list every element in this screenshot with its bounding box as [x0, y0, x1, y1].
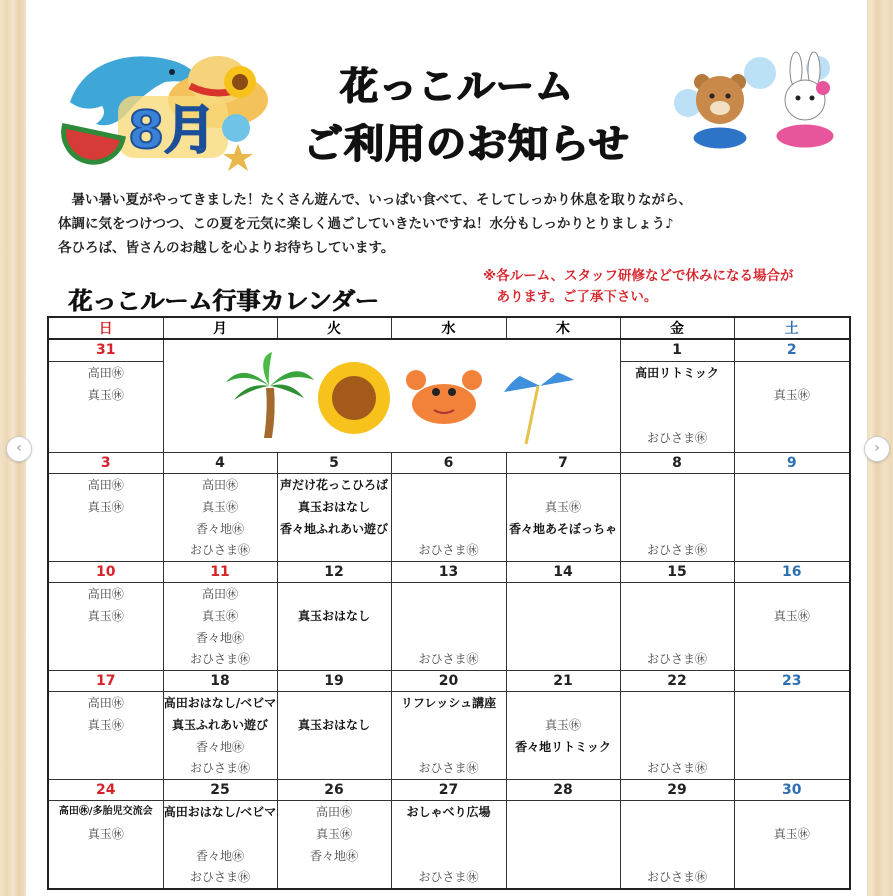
day-events-cell [620, 801, 734, 890]
event-item [735, 692, 850, 714]
date-number: 25 [163, 780, 277, 801]
event-item [735, 866, 850, 888]
weekday-header-row [48, 317, 850, 339]
day-events-cell [277, 692, 391, 780]
event-item [621, 823, 734, 845]
date-number: 26 [277, 780, 391, 801]
event-item: おひさま㊡ [646, 430, 707, 445]
event-item: おひさま㊡ [189, 652, 250, 666]
event-item [507, 583, 620, 605]
weekday-sun: 日 [48, 317, 163, 339]
day-events-cell [163, 692, 277, 780]
intro-line: 暑い暑い夏がやってきました！たくさん遊んで、いっぱい食べて、そしてしっかり休息を取りながら、 [58, 192, 692, 208]
event-item [49, 648, 163, 670]
event-item [392, 736, 506, 758]
event-item: 真玉㊡ [201, 609, 238, 623]
date-number: 22 [620, 671, 734, 692]
date-number: 24 [48, 780, 163, 801]
weekday-thu: 木 [506, 317, 620, 339]
day-events-cell [734, 583, 850, 671]
event-item [507, 757, 620, 779]
events-row [48, 583, 850, 671]
day-events-cell [734, 801, 850, 890]
date-number: 5 [277, 453, 391, 474]
day-events-cell [277, 474, 391, 562]
date-number: 3 [48, 453, 163, 474]
event-item [621, 384, 734, 406]
day-events-cell [506, 474, 620, 562]
summer-decoration-cell [163, 339, 620, 453]
event-item [278, 736, 391, 758]
day-events-cell [163, 474, 277, 562]
date-number: 9 [734, 453, 850, 474]
date-row [48, 780, 850, 801]
day-events-cell [163, 583, 277, 671]
event-item: 真玉おはなし [297, 500, 370, 514]
date-number: 16 [734, 562, 850, 583]
watermelon-icon [60, 126, 123, 168]
event-item [392, 605, 506, 627]
event-item [49, 427, 163, 449]
event-item [49, 866, 163, 888]
event-item: 真玉㊡ [315, 827, 352, 841]
bear-icon [692, 74, 748, 150]
event-item: 真玉㊡ [773, 609, 810, 623]
event-item [735, 736, 850, 758]
day-events-cell [734, 474, 850, 562]
month-badge: 8月 [128, 101, 217, 161]
date-row [48, 562, 850, 583]
day-events-cell [734, 692, 850, 780]
palm-tree-icon [226, 352, 314, 438]
event-item [507, 845, 620, 867]
event-calendar [47, 316, 851, 890]
event-item: 香々地㊡ [195, 522, 244, 536]
event-item [507, 605, 620, 627]
day-events-cell [620, 361, 734, 452]
notice-line: ※各ルーム、スタッフ研修などで休みになる場合が [483, 268, 794, 284]
event-item: 高田おはなし/ベビマ [163, 805, 277, 819]
day-events-cell [391, 801, 506, 890]
date-number: 17 [48, 671, 163, 692]
date-number: 14 [506, 562, 620, 583]
day-events-cell [48, 801, 163, 890]
event-item: 真玉㊡ [773, 827, 810, 841]
event-item [164, 823, 277, 845]
event-item [735, 627, 850, 649]
event-item [392, 518, 506, 540]
event-item [621, 496, 734, 518]
event-item: 高田㊡ [201, 478, 238, 492]
day-events-cell [391, 583, 506, 671]
date-number: 15 [620, 562, 734, 583]
event-item: おしゃべり広場 [406, 805, 491, 819]
event-item [507, 474, 620, 496]
day-events-cell [48, 474, 163, 562]
date-number: 18 [163, 671, 277, 692]
event-item: 真玉おはなし [297, 718, 370, 732]
date-number: 31 [48, 339, 163, 361]
event-item [49, 736, 163, 758]
event-item: 真玉㊡ [773, 387, 810, 402]
event-item [49, 406, 163, 428]
date-row [48, 339, 850, 361]
date-number: 7 [506, 453, 620, 474]
event-item [278, 583, 391, 605]
event-item [392, 496, 506, 518]
event-item: 香々地㊡ [195, 849, 244, 863]
event-item: 香々地㊡ [195, 740, 244, 754]
date-number: 30 [734, 780, 850, 801]
intro-line: 体調に気をつけつつ、この夏を元気に楽しく過ごしていきたいですね！水分もしっかりとりましょう♪ [58, 216, 674, 232]
sunflower-icon [224, 66, 256, 98]
event-item [621, 583, 734, 605]
events-row [48, 801, 850, 890]
day-events-cell [48, 361, 163, 452]
bear-rabbit-illustration [668, 48, 843, 158]
date-number: 10 [48, 562, 163, 583]
weekday-tue: 火 [277, 317, 391, 339]
event-item [621, 845, 734, 867]
event-item [507, 801, 620, 823]
day-events-cell [506, 692, 620, 780]
event-item [49, 845, 163, 867]
event-item [278, 757, 391, 779]
event-item [621, 518, 734, 540]
event-item [621, 714, 734, 736]
day-events-cell [391, 692, 506, 780]
crab-icon [406, 370, 482, 424]
chevron-right-icon[interactable]: › [864, 436, 890, 462]
date-number: 27 [391, 780, 506, 801]
weekday-fri: 金 [620, 317, 734, 339]
day-events-cell [620, 583, 734, 671]
event-item [735, 539, 850, 561]
event-item: 香々地㊡ [195, 631, 244, 645]
day-events-cell [48, 692, 163, 780]
date-row [48, 671, 850, 692]
day-events-cell [163, 801, 277, 890]
event-item: 真玉おはなし [297, 609, 370, 623]
events-row [48, 474, 850, 562]
date-number: 11 [163, 562, 277, 583]
calendar-title: 花っこルーム行事カレンダー [68, 287, 379, 315]
day-events-cell [620, 692, 734, 780]
event-item: 香々地ふれあい遊び [279, 522, 388, 536]
event-item: 真玉㊡ [87, 609, 124, 623]
event-item: 高田㊡ [87, 365, 124, 380]
day-events-cell [48, 583, 163, 671]
event-item: 真玉㊡ [87, 718, 124, 732]
date-number: 19 [277, 671, 391, 692]
day-events-cell [620, 474, 734, 562]
seashell-icon [222, 114, 250, 142]
event-item [392, 474, 506, 496]
event-item [392, 714, 506, 736]
event-item: 真玉㊡ [544, 500, 581, 514]
day-events-cell [277, 583, 391, 671]
event-item: おひさま㊡ [418, 761, 479, 775]
event-item: 香々地リトミック [515, 740, 611, 754]
event-item: おひさま㊡ [189, 761, 250, 775]
event-item [735, 474, 850, 496]
event-item: リフレッシュ講座 [400, 696, 497, 710]
beach-umbrella-icon [504, 366, 574, 444]
event-item: おひさま㊡ [646, 870, 707, 884]
event-item [278, 539, 391, 561]
event-item: 高田㊡ [315, 805, 352, 819]
date-number: 8 [620, 453, 734, 474]
event-item [507, 823, 620, 845]
event-item [735, 801, 850, 823]
event-item [49, 539, 163, 561]
event-item [735, 648, 850, 670]
weekday-sat: 土 [734, 317, 850, 339]
event-item: 真玉ふれあい遊び [171, 718, 268, 732]
event-item [278, 866, 391, 888]
event-item [621, 801, 734, 823]
event-item: 真玉㊡ [87, 827, 124, 841]
day-events-cell [506, 801, 620, 890]
event-item [392, 823, 506, 845]
event-item [49, 627, 163, 649]
date-number: 1 [620, 339, 734, 361]
date-number: 23 [734, 671, 850, 692]
event-item: 高田㊡/多胎児交流会 [58, 806, 153, 817]
event-item [507, 692, 620, 714]
event-item: 高田おはなし/ベビマ [163, 696, 277, 710]
event-item [735, 518, 850, 540]
event-item: 真玉㊡ [87, 387, 124, 402]
day-events-cell [391, 474, 506, 562]
event-item: おひさま㊡ [646, 543, 707, 557]
chevron-left-icon[interactable]: ‹ [6, 436, 32, 462]
event-item [735, 714, 850, 736]
event-item: 高田㊡ [87, 696, 124, 710]
event-item [507, 539, 620, 561]
day-events-cell [734, 361, 850, 452]
page-title-line1: 花っこルーム [340, 64, 575, 108]
sunflower-icon [318, 362, 390, 434]
event-item [507, 648, 620, 670]
month-badge-illustration [60, 40, 270, 180]
event-item: 香々地㊡ [309, 849, 358, 863]
event-item: 声だけ花っこひろば [279, 478, 388, 492]
starfish-icon [223, 144, 253, 171]
event-item [49, 757, 163, 779]
event-item [49, 518, 163, 540]
intro-line: 各ひろば、皆さんのお越しを心よりお待ちしています。 [58, 240, 395, 256]
event-item [735, 427, 850, 449]
date-number: 2 [734, 339, 850, 361]
event-item [735, 757, 850, 779]
event-item: 高田㊡ [87, 478, 124, 492]
event-item [735, 496, 850, 518]
event-item [392, 845, 506, 867]
event-item: 高田㊡ [87, 587, 124, 601]
event-item [392, 583, 506, 605]
event-item: おひさま㊡ [189, 543, 250, 557]
day-events-cell [506, 583, 620, 671]
date-number: 6 [391, 453, 506, 474]
event-item [621, 474, 734, 496]
event-item [621, 692, 734, 714]
event-item [392, 627, 506, 649]
event-item: おひさま㊡ [646, 652, 707, 666]
event-item: おひさま㊡ [418, 652, 479, 666]
event-item [735, 845, 850, 867]
event-item: おひさま㊡ [646, 761, 707, 775]
date-number: 29 [620, 780, 734, 801]
notice-line: あります。ご了承下さい。 [483, 289, 658, 305]
event-item [507, 627, 620, 649]
event-item [621, 736, 734, 758]
page-title-line2: ご利用のお知らせ [303, 121, 630, 167]
event-item: 真玉㊡ [87, 500, 124, 514]
event-item [278, 648, 391, 670]
event-item: 高田㊡ [201, 587, 238, 601]
event-item [621, 406, 734, 428]
intro-text [58, 188, 838, 260]
event-item: 高田リトミック [635, 365, 719, 380]
event-item [507, 866, 620, 888]
event-item [278, 692, 391, 714]
event-item: おひさま㊡ [189, 870, 250, 884]
date-number: 4 [163, 453, 277, 474]
weekday-wed: 水 [391, 317, 506, 339]
date-number: 20 [391, 671, 506, 692]
event-item [278, 627, 391, 649]
event-item [735, 406, 850, 428]
event-item [735, 583, 850, 605]
date-number: 28 [506, 780, 620, 801]
weekday-mon: 月 [163, 317, 277, 339]
event-item [735, 362, 850, 384]
event-item: 真玉㊡ [201, 500, 238, 514]
event-item: おひさま㊡ [418, 870, 479, 884]
day-events-cell [277, 801, 391, 890]
date-row [48, 453, 850, 474]
date-number: 12 [277, 562, 391, 583]
event-item: 真玉㊡ [544, 718, 581, 732]
events-row [48, 692, 850, 780]
event-item [621, 605, 734, 627]
event-item [621, 627, 734, 649]
date-number: 13 [391, 562, 506, 583]
event-item: おひさま㊡ [418, 543, 479, 557]
event-item: 香々地あそぼっちゃ [508, 522, 617, 536]
date-number: 21 [506, 671, 620, 692]
closure-notice [483, 266, 794, 308]
